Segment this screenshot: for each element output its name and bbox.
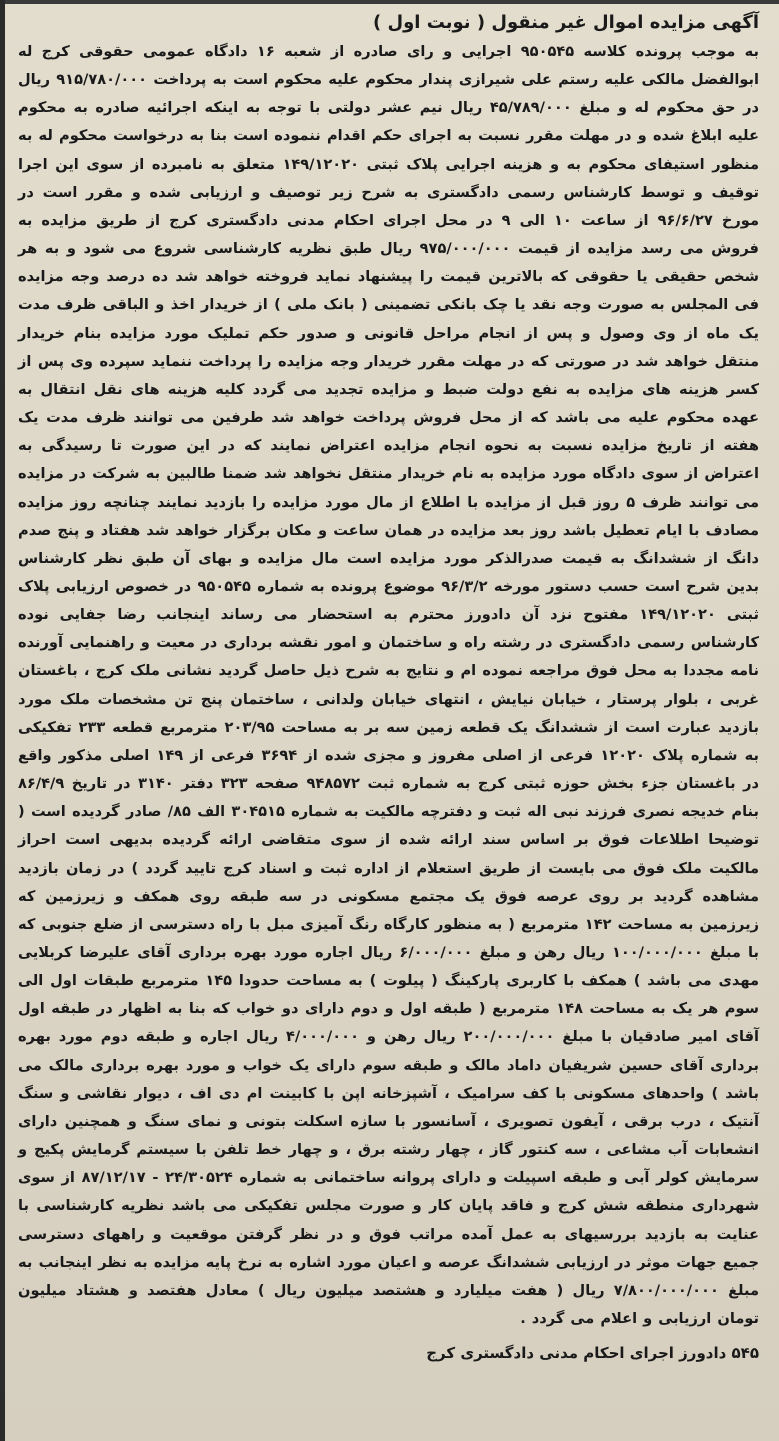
notice-title: آگهی مزایده اموال غیر منقول ( نوبت اول ) <box>372 12 759 33</box>
left-border <box>0 0 5 1441</box>
top-border <box>0 0 779 4</box>
notice-signature: ۵۴۵ دادورز اجرای احکام مدنی دادگستری کرج <box>426 1344 759 1363</box>
auction-notice <box>6 0 773 1369</box>
notice-body-text: به موجب پرونده کلاسه ۹۵۰۵۴۵ اجرایی و رای صادره از شعبه ۱۶ دادگاه عمومی حقوقی کرج له ابوالفضل مالکی علیه رستم علی شیرازی پندار محکوم علیه محکوم است به پرداخت ۹۱۵/۷۸۰/۰۰۰ ریال در حق محکوم له و مبلغ ۴۵/۷۸۹/۰۰۰ ریال نیم عشر دولتی با توجه به اینکه اجرائیه صادره به محکوم علیه ابلاغ شده و در مهلت مقرر نسبت به اجرای حکم اقدام ننموده است بنا به درخواست محکوم له به منظور استیفای محکوم به و هزینه اجرایی پلاک ثبتی ۱۴۹/۱۲۰۲۰ متعلق به نامبرده از سوی این اجرا توقیف و توسط کارشناس رسمی دادگستری به شرح زیر توصیف و ارزیابی شده و مقرر است در مورخ ۹۶/۶/۲۷ از ساعت ۱۰ الی ۹ در محل اجرای احکام مدنی دادگستری کرج از طریق مزایده به فروش می رسد مزایده از قیمت ۹۷۵/۰۰۰/۰۰۰ ریال طبق نظریه کارشناسی شروع می شود و به هر شخص حقیقی یا حقوقی که بالاترین قیمت را پیشنهاد نماید فروخته خواهد شد ده درصد وجه مزایده فی المجلس به صورت وجه نقد یا چک بانکی تضمینی ( بانک ملی ) از خریدار اخذ و الباقی ظرف مدت یک ماه از وی وصول و پس از انجام مراحل قانونی و صدور حکم تملیک مورد مزایده بنام خریدار منتقل خواهد شد در صورتی که در مهلت مقرر خریدار وجه مزایده را پرداخت ننماید سپرده وی پس از کسر هزینه های مزایده به نفع دولت ضبط و مزایده تجدید می گردد کلیه هزینه های نقل انتقال به عهده محکوم علیه می باشد که از محل فروش پرداخت خواهد شد طرفین می توانند ظرف مدت یک هفته از تاریخ مزایده نسبت به نحوه انجام مزایده اعتراض نمایند که در این صورت تا رسیدگی به اعتراض از سوی دادگاه مورد مزایده به نام خریدار منتقل نخواهد شد ضمنا طالبین به شرکت در مزایده می توانند ظرف ۵ روز قبل از مزایده با اطلاع از مال مورد مزایده را بازدید نمایند چنانچه روز مزایده مصادف با ایام تعطیل باشد روز بعد مزایده در همان ساعت و مکان برگزار خواهد شد هفتاد و پنج صدم دانگ از ششدانگ به قیمت صدرالذکر مورد مزایده است مال مزایده و بهای آن طبق نظر کارشناس بدین شرح است حسب دستور مورخه ۹۶/۳/۲ موضوع پرونده به شماره ۹۵۰۵۴۵ در خصوص ارزیابی پلاک ثبتی ۱۴۹/۱۲۰۲۰ مفتوح نزد آن دادورز محترم به استحضار می رساند اینجانب رضا جفایی نوده کارشناس رسمی دادگستری در رشته راه و ساختمان و امور نقشه برداری در معیت و راهنمایی آورنده نامه مجددا به محل فوق مراجعه نموده ام و نتایج به شرح ذیل حاصل گردید نشانی ملک کرج ، باغستان غربی ، بلوار پرستار ، خیابان نیایش ، انتهای خیابان ولدانی ، ساختمان پنج تن مشخصات ملک مورد بازدید عبارت است از ششدانگ یک قطعه زمین سه بر به مساحت ۲۰۳/۹۵ مترمربع قطعه ۲۳۳ تفکیکی به شماره پلاک ۱۲۰۲۰ فرعی از اصلی مفروز و مجزی شده از ۳۶۹۴ فرعی از ۱۴۹ اصلی مذکور واقع در باغستان جزء بخش حوزه ثبتی کرج به شماره ثبت ۹۴۸۵۷۲ صفحه ۳۲۳ دفتر ۳۱۴۰ در تاریخ ۸۶/۴/۹ بنام خدیجه نصری فرزند نبی اله ثبت و دفترچه مالکیت به شماره ۳۰۴۵۱۵ الف ۸۵/ صادر گردیده است ( توضیحا اطلاعات فوق بر اساس سند ارائه شده از سوی متقاضی ارائه گردیده بدیهی است احراز مالکیت ملک فوق می بایست از طریق استعلام از اداره ثبت و اسناد کرج تایید گردد ) در زمان بازدید مشاهده گردید بر روی عرصه فوق یک مجتمع مسکونی در سه طبقه روی همکف و زیرزمین که زیرزمین به مساحت ۱۴۲ مترمربع ( به منظور کارگاه رنگ آمیزی مبل با راه دسترسی از ضلع جنوبی که با مبلغ ۱۰۰/۰۰۰/۰۰۰ ریال رهن و مبلغ ۶/۰۰۰/۰۰۰ ریال اجاره مورد بهره برداری آقای علیرضا کربلایی مهدی می باشد ) همکف با کاربری پارکینگ ( پیلوت ) به مساحت حدودا ۱۴۵ مترمربع طبقات اول الی سوم هر یک به مساحت ۱۴۸ مترمربع ( طبقه اول و دوم دارای دو خواب که بنا به اظهار در طبقه اول آقای امیر صادقیان با مبلغ ۲۰۰/۰۰۰/۰۰۰ ریال رهن و ۴/۰۰۰/۰۰۰ ریال اجاره و طبقه دوم مورد بهره برداری آقای حسین شریفیان داماد مالک و طبقه سوم دارای یک خواب و مورد بهره برداری مالک می باشد ) واحدهای مسکونی با کف سرامیک ، آشپزخانه اپن با کابینت ام دی اف ، دیوار نقاشی و سنگ آنتیک ، درب برقی ، آیفون تصویری ، آسانسور با سازه اسکلت بتونی و نمای سنگ و همچنین دارای انشعابات آب مشاعی ، سه کنتور گاز ، چهار رشته برق ، و چهار خط تلفن با سیستم گرمایش پکیج و سرمایش کولر آبی و طبقه اسپیلت و دارای پروانه ساختمانی به شماره ۲۴/۳۰۵۲۴ - ۸۷/۱۲/۱۷ از سوی شهرداری منطقه شش کرج و فاقد پایان کار و صورت مجلس تفکیکی می باشد نظریه کارشناسی با عنایت به بازدید بررسیهای به عمل آمده مراتب فوق و در نظر گرفتن موقعیت و راههای دسترسی جمیع جهات موثر در ارزیابی ششدانگ عرصه و اعیان مورد اشاره به نرخ پایه مزایده به نظر اینجانب به مبلغ ۷/۸۰۰/۰۰۰/۰۰۰ ریال ( هفت میلیارد و هشتصد میلیون ریال ) معادل هفتصد و هشتاد میلیون تومان ارزیابی و اعلام می گردد . <box>18 43 760 1328</box>
notice-body <box>18 38 759 1333</box>
